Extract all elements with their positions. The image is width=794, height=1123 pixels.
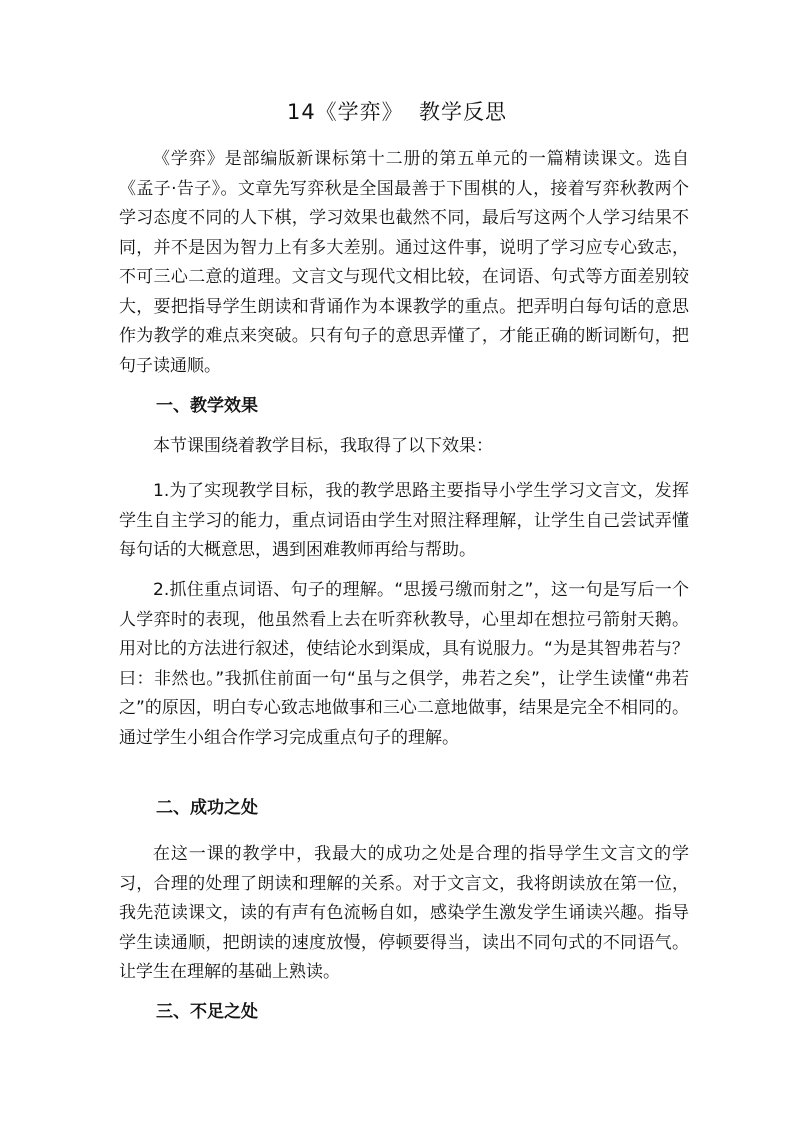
- section-heading-success: 二、成功之处: [156, 798, 258, 818]
- teaching-effect-point-1: 1.为了实现教学目标，我的教学思路主要指导小学生学习文言文，发挥学生自主学习的能力，重点词语由学生对照注释理解，让学生自己尝试弄懂每句话的大概意思，遇到困难教师再给与帮助。: [119, 481, 689, 560]
- intro-paragraph: 《学弈》是部编版新课标第十二册的第五单元的一篇精读课文。选自《孟子·告子》。文章先写弈秋是全国最善于下围棋的人，接着写弈秋教两个学习态度不同的人下棋，学习效果也截然不同，最后写这两个人学习结果不同，并不是因为智力上有多大差别。通过这件事，说明了学习应专心致志，不可三心二意的道理。文言文与现代文相比较，在词语、句式等方面差别较大，要把指导学生朗读和背诵作为本课教学的重点。把弄明白每句话的意思作为教学的难点来突破。只有句子的意思弄懂了，才能正确的断词断句，把句子读通顺。: [119, 149, 689, 376]
- teaching-effect-intro-paragraph: 本节课围绕着教学目标，我取得了以下效果：: [153, 436, 493, 456]
- teaching-effect-point-2: 2.抓住重点词语、句子的理解。“思援弓缴而射之”，这一句是写后一个人学弈时的表现，他虽然看上去在听弈秋教导，心里却在想拉弓箭射天鹅。用对比的方法进行叙述，使结论水到渠成，具有说服力。“为是其智弗若与？曰：非然也。”我抓住前面一句“虽与之俱学，弗若之矣”，让学生读懂“弗若之”的原因，明白专心致志地做事和三心二意地做事，结果是完全不相同的。通过学生小组合作学习完成重点句子的理解。: [119, 580, 689, 748]
- section-heading-shortcomings: 三、不足之处: [156, 1002, 258, 1022]
- success-paragraph: 在这一课的教学中，我最大的成功之处是合理的指导学生文言文的学习，合理的处理了朗读和理解的关系。对于文言文，我将朗读放在第一位，我先范读课文，读的有声有色流畅自如，感染学生激发学生诵读兴趣。指导学生读通顺，把朗读的速度放慢，停顿要得当，读出不同句式的不同语气。让学生在理解的基础上熟读。: [119, 844, 689, 982]
- document-title: 14《学弈》 教学反思: [286, 100, 508, 124]
- section-heading-teaching-effect: 一、教学效果: [156, 396, 258, 416]
